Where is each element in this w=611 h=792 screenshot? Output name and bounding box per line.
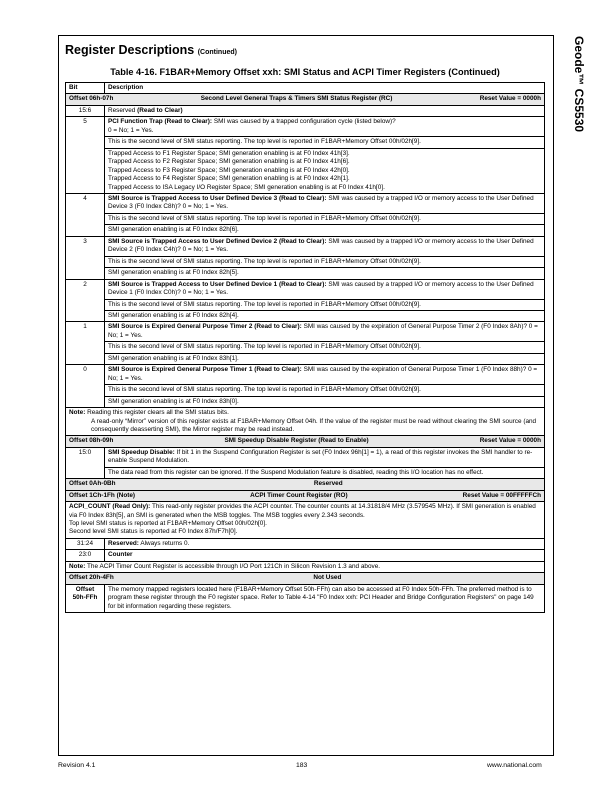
bit-description: Counter — [105, 550, 545, 561]
table-row — [66, 322, 545, 365]
section-register-name: SMI Speedup Disable Register (Read to Enable) — [224, 437, 369, 445]
acpi-description-row: ACPI_COUNT (Read Only): This read-only register provides the ACPI counter. The counter counts at 14.31818/4 MHz (3.579545 MHz). If SMI generation is enabled via F0 Index 83h[5], an SMI is generated when the MSB toggles. The MSB toggles every 2.343 seconds. Top level SMI status is reported at F1BAR+Memory Offset 00h/02h[0]. Second level SMI status is reported at F0 Index 87h/F7h[0]. — [66, 502, 545, 539]
note-row: Note: Reading this register clears all the SMI status bits. A read-only “Mirror” version of this register exists at F1BAR+Memory Offset 04h. If the value of the register must be read without clearing the SMI source (and consequently deasserting SMI), the Mirror register may be read instead. — [66, 408, 545, 436]
bit-field: 2 — [66, 279, 105, 322]
table-row — [66, 236, 545, 279]
section-offset: Offset 06h-07h — [69, 95, 114, 103]
section-row-06h — [66, 94, 545, 105]
bit-description: SMI Source is Expired General Purpose Timer 2 (Read to Clear): SMI was caused by the expiration of General Purpose Timer 2 (F0 Index 8Ah)? 0 = No; 1 = Yes. This is the second level of SMI status reporting. The top level is reported in F1BAR+Memory Offset 00h/02h[9]. SMI generation enabling is at F0 Index 83h[1]. — [105, 322, 545, 365]
section-offset: Offset 20h-4Fh — [69, 574, 114, 582]
bit-field: 0 — [66, 365, 105, 408]
heading-suffix: (Continued) — [197, 49, 237, 56]
section-register-name: Not Used — [313, 574, 342, 582]
bit-description: SMI Source is Trapped Access to User Defined Device 3 (Read to Clear): SMI was caused by a trapped I/O or memory access to the User Defined Device 3 (F0 Index C8h)? 0 = No; 1 = Yes. This is the second level of SMI status reporting. The top level is reported in F1BAR+Memory Offset 00h/02h[9]. SMI generation enabling is at F0 Index 82h[6]. — [105, 193, 545, 236]
bit-description: SMI Source is Trapped Access to User Defined Device 1 (Read to Clear): SMI was caused by a trapped I/O or memory access to the User Defined Device 1 (F0 Index C0h)? 0 = No; 1 = Yes. This is the second level of SMI status reporting. The top level is reported in F1BAR+Memory Offset 00h/02h[9]. SMI generation enabling is at F0 Index 82h[4]. — [105, 279, 545, 322]
bit-field: 31:24 — [66, 538, 105, 549]
note-row: Note: The ACPI Timer Count Register is accessible through I/O Port 121Ch in Silicon Revision 1.3 and above. — [66, 561, 545, 572]
section-reset-value: Reset Value = 0000h — [479, 437, 541, 445]
description-column-header: Description — [105, 83, 545, 94]
table-header-row — [66, 83, 545, 94]
bit-field: 5 — [66, 117, 105, 194]
footer-revision: Revision 4.1 — [58, 762, 96, 769]
section-offset: Offset 0Ah-0Bh — [69, 480, 116, 488]
bit-description: PCI Function Trap (Read to Clear): SMI was caused by a trapped configuration cycle (listed below)? 0 = No; 1 = Yes. This is the second level of SMI status reporting. The top level is reported in F1BAR+Memory Offset 00h/02h[9]. Trapped Access to F1 Register Space; SMI generation enabling is at F0 Index 41h[3]. Trapped Access to F2 Register Space; SMI generation enabling is at F0 Index 41h[6]. Trapped Access to F3 Register Space; SMI generation enabling is at F0 Index 42h[0]. Trapped Access to F4 Register Space; SMI generation enabling is at F0 Index 42h[1]. Trapped Access to ISA Legacy I/O Register Space; SMI generation enabling is at F0 Index 41h[0]. — [105, 117, 545, 194]
table-row — [66, 550, 545, 561]
table-row — [66, 117, 545, 194]
heading-title: Register Descriptions — [65, 43, 195, 57]
section-register-name: ACPI Timer Count Register (RO) — [250, 491, 348, 499]
bit-field: 15:6 — [66, 105, 105, 116]
footer-website: www.national.com — [487, 762, 542, 769]
table-row — [66, 193, 545, 236]
section-row-08h — [66, 436, 545, 447]
bit-field: 4 — [66, 193, 105, 236]
table-row — [66, 279, 545, 322]
bit-field: 1 — [66, 322, 105, 365]
product-side-title: Geode™ CS5530 — [572, 36, 586, 133]
section-reset-value: Reset Value = 0000h — [479, 95, 541, 103]
bit-description: SMI Source is Expired General Purpose Timer 1 (Read to Clear): SMI was caused by the expiration of General Purpose Timer 1 (F0 Index 88h)? 0 = No; 1 = Yes. This is the second level of SMI status reporting. The top level is reported in F1BAR+Memory Offset 00h/02h[9]. SMI generation enabling is at F0 Index 83h[0]. — [105, 365, 545, 408]
bit-field: 15:0 — [66, 447, 105, 478]
table-row — [66, 584, 545, 612]
table-row — [66, 447, 545, 478]
bit-field: 23:0 — [66, 550, 105, 561]
table-title: Table 4-16. F1BAR+Memory Offset xxh: SMI Status and ACPI Timer Registers (Continued) — [110, 67, 500, 77]
section-row-20h — [66, 573, 545, 584]
register-table — [65, 82, 545, 613]
bit-field: 3 — [66, 236, 105, 279]
bit-description: SMI Speedup Disable: If bit 1 in the Suspend Configuration Register is set (F0 Index 96h[1] = 1), a read of this register invokes the SMI handler to re-enable Suspend Modulation. The data read from this register can be ignored. If the Suspend Modulation feature is disabled, reading this I/O location has no effect. — [105, 447, 545, 478]
offset-field: Offset 50h-FFh — [66, 584, 105, 612]
bit-description: The memory mapped registers located here (F1BAR+Memory Offset 50h-FFh) can also be accessed at F0 Index 50h-FFh. The preferred method is to program these register through the F0 register space. Refer to Table 4-14 "F0 Index xxh: PCI Header and Bridge Configuration Registers" on page 149 for bit information regarding these registers. — [105, 584, 545, 612]
section-register-name: Reserved — [313, 480, 343, 488]
table-row — [66, 105, 545, 116]
bit-description: Reserved (Read to Clear) — [105, 105, 545, 116]
section-row-1ch — [66, 490, 545, 501]
bit-description: Reserved: Always returns 0. — [105, 538, 545, 549]
section-heading — [65, 43, 237, 57]
bit-column-header: Bit — [66, 83, 105, 94]
bit-description: SMI Source is Trapped Access to User Defined Device 2 (Read to Clear): SMI was caused by a trapped I/O or memory access to the User Defined Device 2 (F0 Index C4h)? 0 = No; 1 = Yes. This is the second level of SMI status reporting. The top level is reported in F1BAR+Memory Offset 00h/02h[9]. SMI generation enabling is at F0 Index 82h[5]. — [105, 236, 545, 279]
table-row — [66, 538, 545, 549]
footer-page-number: 183 — [296, 762, 308, 769]
section-reset-value: Reset Value = 00FFFFFCh — [462, 491, 541, 499]
section-offset: Offset 08h-09h — [69, 437, 114, 445]
table-row — [66, 365, 545, 408]
section-row-0ah — [66, 479, 545, 490]
section-register-name: Second Level General Traps & Timers SMI Status Register (RC) — [200, 95, 393, 103]
section-offset: Offset 1Ch-1Fh (Note) — [69, 491, 136, 499]
